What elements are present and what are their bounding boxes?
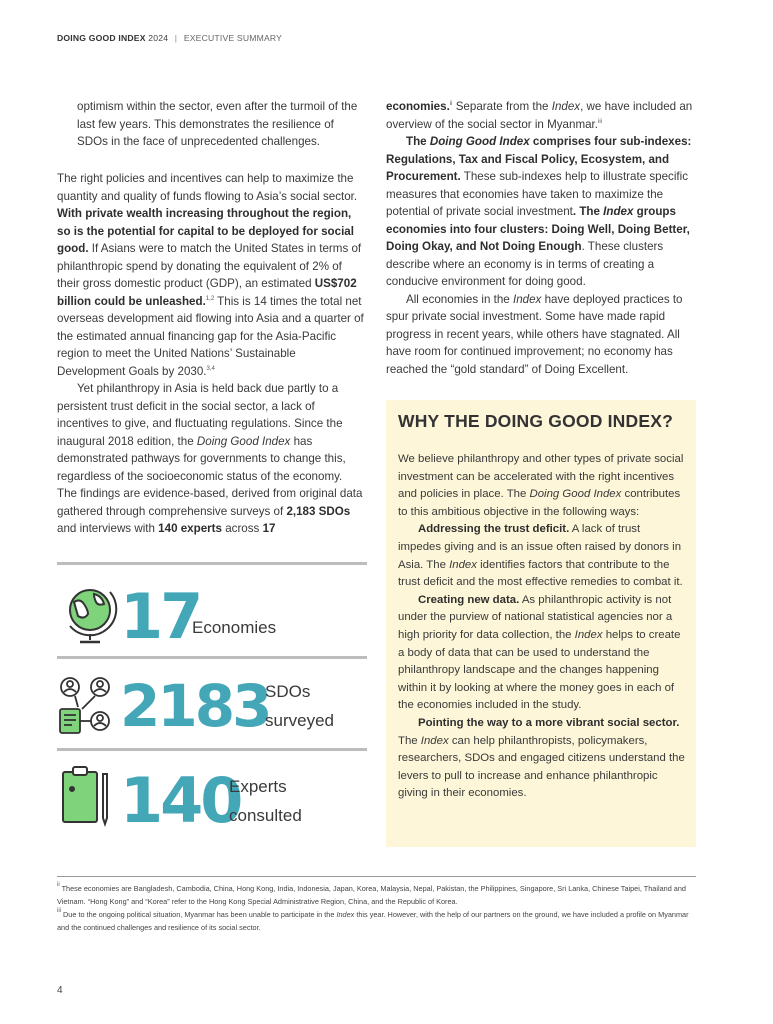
stat-label-economies: Economies <box>192 618 277 637</box>
box-item-vibrant: The Index can help philanthropists, policymakers, researchers, SDOs and engaged citizens understand the levers to pull to increase and enhance philanthropic giving in their economies. <box>398 734 685 800</box>
box-body <box>398 451 686 803</box>
footnote-iii: $^{iii}$ Due to the ongoing political situation, Myanmar has been unable to participate in the Index this year. However, with the help of our partners on the ground, we have included a profile on Myanmar and the continued challenges and resilience of its social sector. <box>57 908 689 932</box>
footnote-divider <box>57 876 696 877</box>
quote-continuation <box>77 98 362 151</box>
stat-label-sdos-2: surveyed <box>265 711 334 730</box>
paragraph-sub-indexes: The Doing Good Index comprises four sub-indexes: Regulations, Tax and Fiscal Policy, Ecosystem, and Procurement. These sub-indexes help to illustrate specific measures that economies have taken to maximize the potential of private social investment. The Index groups economies into four clusters: Doing Well, Doing Better, Doing Okay, and Not Doing Enough. These clusters describe where an economy is in terms of creating a conducive environment for doing good. <box>386 135 692 288</box>
stat-experts <box>57 752 367 840</box>
footnotes <box>57 882 697 934</box>
box-item-trust: Addressing the trust deficit. A lack of trust impedes giving and is an issue often raised by donors in Asia. The Index identifies factors that contribute to the trust deficit and the most effective remedies to combat it. <box>398 523 683 589</box>
stat-number-sdos: 2183 <box>120 672 270 740</box>
globe-icon <box>60 582 122 648</box>
stat-economies <box>57 568 367 656</box>
stat-number-economies: 17 <box>120 580 201 653</box>
paragraph-trust: Yet philanthropy in Asia is held back due partly to a persistent trust deficit in the social sector, a lack of incentives to give, and fluctuating regulations. Since the inaugural 2018 edition, the Doing Good Index has demonstrated pathways for governments to change this, regardless of the socioeconomic status of the economy. The findings are evidence-based, derived from original data gathered through comprehensive surveys of 2,183 SDOs and interviews with 140 experts across 17 <box>57 382 363 535</box>
box-item-vibrant-heading: Pointing the way to a more vibrant social sector. <box>418 716 680 729</box>
box-intro: We believe philanthropy and other types of private social investment can be accelerated with the right incentives and policies in place. The Doing Good Index contributes to this ambitious objective in the following ways: <box>398 453 684 518</box>
stat-sdos <box>57 660 367 748</box>
footnote-ref: 1,2 <box>205 295 215 302</box>
running-header <box>57 33 282 43</box>
footnote-ref: ii <box>449 101 453 107</box>
quote-text: optimism within the sector, even after the turmoil of the last few years. This demonstrates the resilience of SDOs in the face of unprecedented challenges. <box>77 100 358 148</box>
stat-divider <box>57 562 367 565</box>
why-index-box <box>386 400 696 847</box>
box-item-data: Creating new data. As philanthropic activity is not under the purview of national statistical agencies nor a high priority for data collection, the Index helps to create a body of data that can be used to understand the philanthropy landscape and the changes happening within it by looking at where the money goes in each of the economies included in the study. <box>398 593 681 712</box>
paragraph-economies-end: economies.$^{ii}$ Separate from the Index, we have included an overview of the social sector in Myanmar.$^{iii}$ <box>386 100 693 131</box>
clipboard-icon <box>61 764 111 830</box>
stat-label-sdos-1: SDOs <box>265 682 311 701</box>
left-column-body <box>57 170 365 538</box>
footnote-ref: iii <box>598 118 602 125</box>
paragraph-progress: All economies in the Index have deployed practices to spur private social investment. Some have made rapid progress in recent years, while others have stagnated. All have room for continued improvement; no economy has reached the “gold standard” of Doing Excellent. <box>386 292 683 376</box>
header-separator: | <box>174 33 178 43</box>
paragraph-funds: The right policies and incentives can help to maximize the quantity and quality of funds flowing to Asia’s social sector. With private wealth increasing throughout the region, so is the potential for capital to be deployed for social good. If Asians were to match the United States in terms of philanthropic spend by donating the equivalent of 2% of their gross domestic product (GDP), an estimated US$702 billion could be unleashed.$^{1,2}$ This is 14 times the total net overseas development aid flowing into Asia and a quarter of the estimated annual financing gap for the Asia-Pacific region to meet the United Nations’ Sustainable Development Goals by 2030.$^{3,4}$ <box>57 172 364 378</box>
footnote-ref: 3,4 <box>206 365 215 372</box>
stat-label-experts-2: consulted <box>229 806 302 825</box>
header-section: EXECUTIVE SUMMARY <box>183 33 283 43</box>
stat-number-experts: 140 <box>120 764 241 837</box>
header-year: 2024 <box>148 33 169 43</box>
page-number: 4 <box>57 985 63 996</box>
box-title: WHY THE DOING GOOD INDEX? <box>398 411 673 431</box>
footnote-ii: $^{ii}$ These economies are Bangladesh, Cambodia, China, Hong Kong, India, Indonesia, Japan, Korea, Malaysia, Nepal, Pakistan, the Philippines, Singapore, Sri Lanka, Chinese Taipei, Thailand and Vietnam. “Hong Kong” and “Korea” refer to the Hong Kong Special Administrative Region, China, and the Republic of Korea. <box>57 882 686 906</box>
network-people-icon <box>58 677 120 739</box>
right-column-body <box>386 98 698 378</box>
stat-label-experts-1: Experts <box>229 777 287 796</box>
stat-divider <box>57 656 367 659</box>
header-title: DOING GOOD INDEX <box>57 33 146 43</box>
stat-divider <box>57 748 367 751</box>
